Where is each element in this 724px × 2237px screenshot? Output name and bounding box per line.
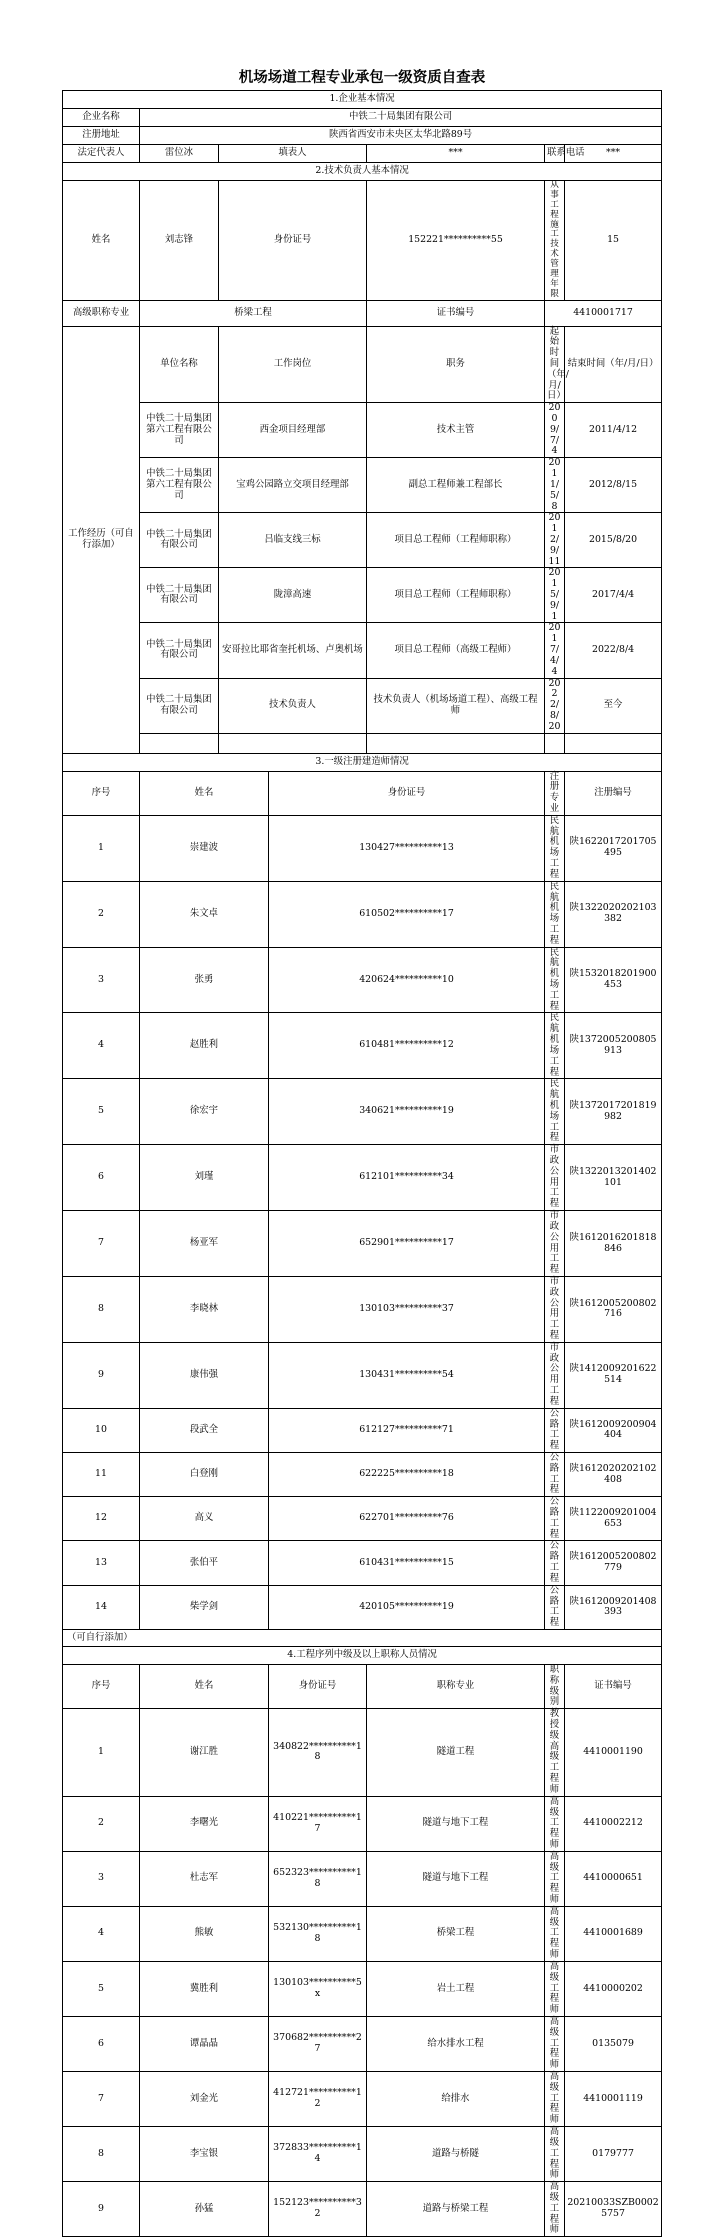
builder-cell-1: 高义 (140, 1497, 269, 1541)
exp-start: 2011/5/8 (545, 458, 565, 513)
builders-header-1: 姓名 (140, 771, 269, 815)
builder-cell-0: 2 (63, 881, 140, 947)
legal-rep-value: 雷位冰 (140, 145, 219, 163)
table-row (63, 1145, 662, 1211)
builder-cell-1: 崇建波 (140, 815, 269, 881)
exp-start: 2017/4/4 (545, 623, 565, 678)
builder-cell-3: 民航机场工程 (545, 1079, 565, 1145)
page-title: 机场场道工程专业承包一级资质自查表 (238, 70, 486, 86)
staff-header-5: 证书编号 (565, 1664, 662, 1708)
staff-cell-5: 0135079 (565, 2016, 662, 2071)
table-row (63, 2127, 662, 2182)
exp-end: 2012/8/15 (565, 458, 662, 513)
builder-cell-1: 朱文卓 (140, 881, 269, 947)
builder-cell-3: 市政公用工程 (545, 1276, 565, 1342)
filler-value: *** (367, 145, 545, 163)
exp-end: 2017/4/4 (565, 568, 662, 623)
staff-cell-5: 4410000202 (565, 1961, 662, 2016)
tech-id-value: 152221**********55 (367, 181, 545, 301)
section-3-heading: 3.一级注册建造师情况 (63, 753, 662, 771)
tech-name-value: 刘志锋 (140, 181, 219, 301)
builder-cell-3: 公路工程 (545, 1541, 565, 1585)
builder-cell-2: 652901**********17 (269, 1211, 545, 1277)
builder-cell-0: 3 (63, 947, 140, 1013)
exp-end: 至今 (565, 678, 662, 733)
builder-cell-1: 赵胜利 (140, 1013, 269, 1079)
staff-cell-4: 高级工程师 (545, 2016, 565, 2071)
staff-cell-0: 5 (63, 1961, 140, 2016)
tech-name-label: 姓名 (63, 181, 140, 301)
staff-cell-1: 谢江胜 (140, 1709, 269, 1797)
tech-cert-value: 4410001717 (545, 300, 662, 326)
staff-header-2: 身份证号 (269, 1664, 367, 1708)
staff-cell-5: 4410001689 (565, 1906, 662, 1961)
builder-cell-4: 陕1622017201705495 (565, 815, 662, 881)
exp-start (545, 733, 565, 753)
exp-row (63, 458, 662, 513)
builder-cell-2: 420624**********10 (269, 947, 545, 1013)
builder-cell-2: 130431**********54 (269, 1342, 545, 1408)
builder-cell-0: 8 (63, 1276, 140, 1342)
table-row (63, 1452, 662, 1496)
staff-cell-4: 教授级高级工程师 (545, 1709, 565, 1797)
staff-cell-1: 孙猛 (140, 2182, 269, 2237)
staff-cell-1: 谭晶晶 (140, 2016, 269, 2071)
builder-cell-0: 5 (63, 1079, 140, 1145)
staff-cell-4: 高级工程师 (545, 2127, 565, 2182)
builder-cell-4: 陕1322020202103382 (565, 881, 662, 947)
address-label: 注册地址 (63, 127, 140, 145)
tech-title-value: 桥梁工程 (140, 300, 367, 326)
staff-cell-1: 熊敏 (140, 1906, 269, 1961)
exp-start: 2009/7/4 (545, 403, 565, 458)
builder-cell-3: 市政公用工程 (545, 1145, 565, 1211)
exp-header-3: 起始时间（年/月/日） (545, 326, 565, 403)
builder-cell-3: 民航机场工程 (545, 881, 565, 947)
table-row (63, 1851, 662, 1906)
builder-cell-4: 陕1122009201004653 (565, 1497, 662, 1541)
builder-cell-4: 陕1372005200805913 (565, 1013, 662, 1079)
builder-cell-3: 民航机场工程 (545, 815, 565, 881)
staff-cell-1: 李宝银 (140, 2127, 269, 2182)
staff-cell-0: 9 (63, 2182, 140, 2237)
exp-unit: 中铁二十局集团第六工程有限公司 (140, 458, 219, 513)
exp-start: 2022/8/20 (545, 678, 565, 733)
legal-rep-label: 法定代表人 (63, 145, 140, 163)
exp-unit: 中铁二十局集团有限公司 (140, 623, 219, 678)
exp-row (63, 623, 662, 678)
staff-cell-0: 8 (63, 2127, 140, 2182)
exp-end: 2015/8/20 (565, 513, 662, 568)
builder-cell-4: 陕1412009201622514 (565, 1342, 662, 1408)
staff-cell-0: 1 (63, 1709, 140, 1797)
builder-cell-2: 622225**********18 (269, 1452, 545, 1496)
exp-role: 项目总工程师（高级工程师） (367, 623, 545, 678)
table-row (63, 1497, 662, 1541)
exp-role: 项目总工程师（工程师职称） (367, 513, 545, 568)
builder-cell-0: 9 (63, 1342, 140, 1408)
staff-cell-5: 4410001190 (565, 1709, 662, 1797)
builder-cell-2: 622701**********76 (269, 1497, 545, 1541)
exp-start: 2015/9/1 (545, 568, 565, 623)
staff-cell-4: 高级工程师 (545, 1851, 565, 1906)
table-row (63, 881, 662, 947)
exp-unit: 中铁二十局集团有限公司 (140, 568, 219, 623)
staff-cell-4: 高级工程师 (545, 1796, 565, 1851)
builder-cell-4: 陕1322013201402101 (565, 1145, 662, 1211)
exp-post (219, 733, 367, 753)
exp-role: 副总工程师兼工程部长 (367, 458, 545, 513)
builder-cell-1: 李晓林 (140, 1276, 269, 1342)
builder-cell-2: 612101**********34 (269, 1145, 545, 1211)
staff-cell-0: 3 (63, 1851, 140, 1906)
table-row (63, 947, 662, 1013)
table-row (63, 1961, 662, 2016)
builder-cell-3: 民航机场工程 (545, 1013, 565, 1079)
staff-cell-1: 杜志军 (140, 1851, 269, 1906)
table-row (63, 2072, 662, 2127)
phone-label: 联系电话 (545, 145, 565, 163)
table-row (63, 1079, 662, 1145)
exp-unit: 中铁二十局集团有限公司 (140, 678, 219, 733)
table-row (63, 2016, 662, 2071)
builder-cell-2: 612127**********71 (269, 1408, 545, 1452)
builder-cell-0: 10 (63, 1408, 140, 1452)
builder-cell-3: 民航机场工程 (545, 947, 565, 1013)
staff-cell-2: 152123**********32 (269, 2182, 367, 2237)
staff-cell-5: 0179777 (565, 2127, 662, 2182)
staff-cell-2: 372833**********14 (269, 2127, 367, 2182)
builders-header-4: 注册编号 (565, 771, 662, 815)
exp-post: 技术负责人 (219, 678, 367, 733)
staff-cell-3: 隧道与地下工程 (367, 1851, 545, 1906)
builder-cell-1: 杨亚军 (140, 1211, 269, 1277)
builder-cell-3: 公路工程 (545, 1408, 565, 1452)
builder-cell-4: 陕1612005200802779 (565, 1541, 662, 1585)
exp-post: 陇漳高速 (219, 568, 367, 623)
phone-value: *** (565, 145, 662, 163)
staff-cell-5: 4410001119 (565, 2072, 662, 2127)
staff-cell-3: 隧道工程 (367, 1709, 545, 1797)
builder-cell-2: 130103**********37 (269, 1276, 545, 1342)
staff-cell-2: 370682**********27 (269, 2016, 367, 2071)
exp-end: 2022/8/4 (565, 623, 662, 678)
builder-cell-2: 610481**********12 (269, 1013, 545, 1079)
builder-cell-2: 340621**********19 (269, 1079, 545, 1145)
builder-cell-4: 陕1532018201900453 (565, 947, 662, 1013)
builder-cell-1: 段武全 (140, 1408, 269, 1452)
staff-cell-3: 给水排水工程 (367, 2016, 545, 2071)
exp-row (63, 678, 662, 733)
table-row (63, 1541, 662, 1585)
builder-cell-4: 陕1612005200802716 (565, 1276, 662, 1342)
tech-id-label: 身份证号 (219, 181, 367, 301)
builder-cell-0: 6 (63, 1145, 140, 1211)
builder-cell-3: 公路工程 (545, 1497, 565, 1541)
address-value: 陕西省西安市未央区太华北路89号 (140, 127, 662, 145)
builders-header-2: 身份证号 (269, 771, 545, 815)
staff-cell-1: 李曙光 (140, 1796, 269, 1851)
exp-header-1: 工作岗位 (219, 326, 367, 403)
table-row (63, 1408, 662, 1452)
staff-cell-5: 4410002212 (565, 1796, 662, 1851)
add-row-note: （可自行添加） (63, 1629, 662, 1646)
exp-header-0: 单位名称 (140, 326, 219, 403)
builder-cell-1: 柴学剑 (140, 1585, 269, 1629)
staff-cell-2: 652323**********18 (269, 1851, 367, 1906)
builder-cell-1: 徐宏宇 (140, 1079, 269, 1145)
table-row (63, 1342, 662, 1408)
staff-cell-0: 2 (63, 1796, 140, 1851)
exp-role: 项目总工程师（工程师职称） (367, 568, 545, 623)
table-row (63, 1906, 662, 1961)
builder-cell-2: 610502**********17 (269, 881, 545, 947)
section-4-heading: 4.工程序列中级及以上职称人员情况 (63, 1646, 662, 1664)
staff-cell-0: 6 (63, 2016, 140, 2071)
table-row (63, 1796, 662, 1851)
exp-role (367, 733, 545, 753)
builder-cell-0: 11 (63, 1452, 140, 1496)
table-row (63, 1013, 662, 1079)
company-value: 中铁二十局集团有限公司 (140, 109, 662, 127)
table-row (63, 815, 662, 881)
staff-cell-4: 高级工程师 (545, 2072, 565, 2127)
staff-cell-2: 410221**********17 (269, 1796, 367, 1851)
qualification-table (62, 90, 662, 2237)
staff-cell-5: 20210033SZB00025757 (565, 2182, 662, 2237)
exp-unit (140, 733, 219, 753)
builder-cell-4: 陕1612009200904404 (565, 1408, 662, 1452)
staff-cell-4: 高级工程师 (545, 2182, 565, 2237)
staff-cell-5: 4410000651 (565, 1851, 662, 1906)
section-2-heading: 2.技术负责人基本情况 (63, 163, 662, 181)
staff-cell-3: 桥梁工程 (367, 1906, 545, 1961)
builder-cell-4: 陕1372017201819982 (565, 1079, 662, 1145)
staff-cell-4: 高级工程师 (545, 1906, 565, 1961)
builder-cell-0: 12 (63, 1497, 140, 1541)
tech-years-value: 15 (565, 181, 662, 301)
exp-post: 吕临支线三标 (219, 513, 367, 568)
table-row (63, 1276, 662, 1342)
builder-cell-0: 7 (63, 1211, 140, 1277)
builder-cell-1: 张伯平 (140, 1541, 269, 1585)
staff-cell-3: 给排水 (367, 2072, 545, 2127)
tech-title-label: 高级职称专业 (63, 300, 140, 326)
builder-cell-0: 1 (63, 815, 140, 881)
builders-header-0: 序号 (63, 771, 140, 815)
exp-row (63, 733, 662, 753)
staff-cell-2: 532130**********18 (269, 1906, 367, 1961)
table-row (63, 1211, 662, 1277)
tech-cert-label: 证书编号 (367, 300, 545, 326)
table-row (63, 1585, 662, 1629)
staff-header-3: 职称专业 (367, 1664, 545, 1708)
builder-cell-1: 白登刚 (140, 1452, 269, 1496)
builder-cell-3: 市政公用工程 (545, 1211, 565, 1277)
builder-cell-2: 420105**********19 (269, 1585, 545, 1629)
exp-start: 2012/9/11 (545, 513, 565, 568)
exp-header-4: 结束时间（年/月/日） (565, 326, 662, 403)
exp-post: 安哥拉比耶省奎托机场、卢奥机场 (219, 623, 367, 678)
exp-row (63, 403, 662, 458)
staff-header-4: 职称级别 (545, 1664, 565, 1708)
company-label: 企业名称 (63, 109, 140, 127)
builder-cell-3: 公路工程 (545, 1452, 565, 1496)
exp-row (63, 513, 662, 568)
exp-unit: 中铁二十局集团有限公司 (140, 513, 219, 568)
staff-cell-0: 4 (63, 1906, 140, 1961)
exp-end (565, 733, 662, 753)
staff-cell-4: 高级工程师 (545, 1961, 565, 2016)
staff-cell-2: 412721**********12 (269, 2072, 367, 2127)
work-experience-label: 工作经历（可自行添加） (63, 326, 140, 753)
builder-cell-4: 陕1612009201408393 (565, 1585, 662, 1629)
staff-cell-3: 隧道与地下工程 (367, 1796, 545, 1851)
exp-header-2: 职务 (367, 326, 545, 403)
builders-header-3: 注册专业 (545, 771, 565, 815)
builder-cell-1: 刘瑾 (140, 1145, 269, 1211)
table-row (63, 2182, 662, 2237)
builder-cell-1: 康伟强 (140, 1342, 269, 1408)
builder-cell-4: 陕1612016201818846 (565, 1211, 662, 1277)
exp-role: 技术主管 (367, 403, 545, 458)
builder-cell-3: 市政公用工程 (545, 1342, 565, 1408)
builder-cell-0: 4 (63, 1013, 140, 1079)
staff-cell-1: 冀胜利 (140, 1961, 269, 2016)
exp-unit: 中铁二十局集团第六工程有限公司 (140, 403, 219, 458)
builder-cell-2: 130427**********13 (269, 815, 545, 881)
staff-cell-2: 130103**********5x (269, 1961, 367, 2016)
builder-cell-3: 公路工程 (545, 1585, 565, 1629)
tech-years-label: 从事工程施工技术管理年限 (545, 181, 565, 301)
builder-cell-0: 13 (63, 1541, 140, 1585)
table-row (63, 1709, 662, 1797)
builder-cell-4: 陕1612020202102408 (565, 1452, 662, 1496)
staff-cell-0: 7 (63, 2072, 140, 2127)
exp-role: 技术负责人（机场场道工程）、高级工程师 (367, 678, 545, 733)
builder-cell-2: 610431**********15 (269, 1541, 545, 1585)
staff-cell-3: 道路与桥隧 (367, 2127, 545, 2182)
staff-cell-3: 岩土工程 (367, 1961, 545, 2016)
exp-row (63, 568, 662, 623)
builder-cell-1: 张勇 (140, 947, 269, 1013)
exp-post: 西金项目经理部 (219, 403, 367, 458)
staff-cell-1: 刘金光 (140, 2072, 269, 2127)
staff-cell-3: 道路与桥梁工程 (367, 2182, 545, 2237)
filler-label: 填表人 (219, 145, 367, 163)
builder-cell-0: 14 (63, 1585, 140, 1629)
staff-cell-2: 340822**********18 (269, 1709, 367, 1797)
staff-header-1: 姓名 (140, 1664, 269, 1708)
staff-header-0: 序号 (63, 1664, 140, 1708)
exp-end: 2011/4/12 (565, 403, 662, 458)
section-1-heading: 1.企业基本情况 (63, 91, 662, 109)
exp-post: 宝鸡公园路立交项目经理部 (219, 458, 367, 513)
